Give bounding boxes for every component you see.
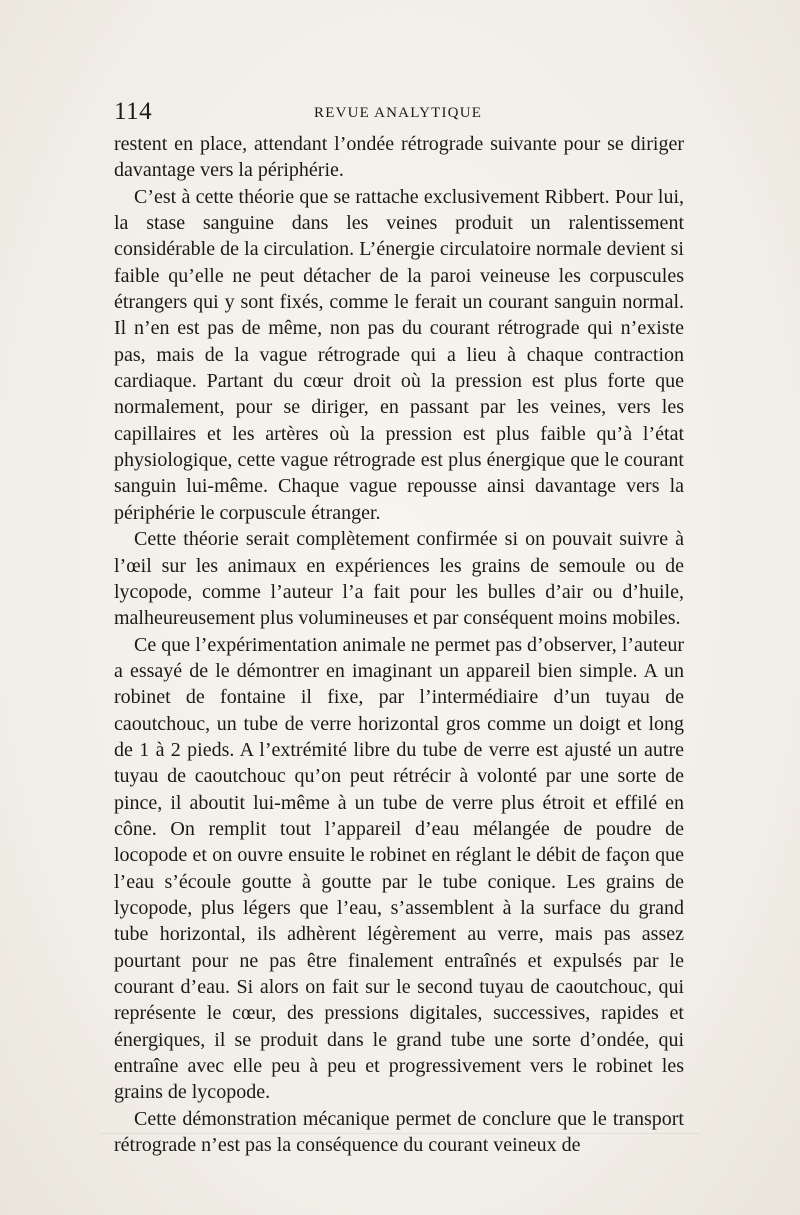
page-shadow-line: [100, 1133, 700, 1134]
paragraph-confirmation: Cette théorie serait complètement confirmée si on pouvait suivre à l’œil sur les animaux en expériences les grains de semoule ou de lycopode, comme l’auteur l’a fait pour les bulles d’air ou d’huile, malheureusement plus volumineuses et par conséquent moins mobiles.: [114, 528, 684, 630]
paragraph-ribbert-theory: C’est à cette théorie que se rattache exclusivement Ribbert. Pour lui, la stase sanguine dans les veines produit un ralentissement considérable de la circulation. L’énergie circulatoire normale devient si faible qu’elle ne peut détacher de la paroi veineuse les corpuscules étrangers qui y sont fixés, comme le ferait un courant sanguin normal. Il n’en est pas de même, non pas du courant rétrograde qui n’existe pas, mais de la vague rétrograde qui a lieu à chaque contraction cardiaque. Partant du cœur droit où la pression est plus forte que normalement, pour se diriger, en passant par les veines, vers les capillaires et les artères où la pression est plus faible qu’à l’état physiologique, cette vague rétrograde est plus énergique que le courant sanguin lui-même. Chaque vague repousse ainsi davantage vers la périphérie le corpuscule étranger.: [114, 185, 684, 524]
paragraph-conclusion: Cette démonstration mécanique permet de conclure que le transport rétrograde n’est pas la conséquence du courant veineux de: [114, 1107, 684, 1157]
running-title: REVUE ANALYTIQUE: [314, 105, 483, 121]
paragraph-apparatus: Ce que l’expérimentation animale ne permet pas d’observer, l’auteur a essayé de le démontrer en imaginant un appareil bien simple. A un robinet de fontaine il fixe, par l’intermédiaire d’un tuyau de caoutchouc, un tube de verre horizontal gros comme un doigt et long de 1 à 2 pieds. A l’extrémité libre du tube de verre est ajusté un autre tuyau de caoutchouc qu’on peut rétrécir à volonté par une sorte de pince, il aboutit lui-même à un tube de verre plus étroit et effilé en cône. On remplit tout l’appareil d’eau mélangée de poudre de locopode et on ouvre ensuite le robinet en réglant le débit de façon que l’eau s’écoule goutte à goutte par le tube conique. Les grains de lycopode, plus légers que l’eau, s’assemblent à la surface du grand tube horizontal, ils adhèrent légèrement au verre, mais pas assez pourtant pour ne pas être finalement entraînés et expulsés par le courant d’eau. Si alors on fait sur le second tuyau de caoutchouc, qui représente le cœur, des pressions digitales, successives, rapides et énergiques, il se produit dans le grand tube une sorte d’ondée, qui entraîne avec elle peu à peu et progressivement vers le robinet les grains de lycopode.: [114, 633, 684, 1104]
paragraph-continued: restent en place, attendant l’ondée rétrograde suivante pour se diriger davantage vers la périphérie.: [114, 133, 684, 182]
page-number: 114: [114, 98, 153, 125]
page-header: [114, 98, 684, 130]
body-text: [114, 131, 684, 1158]
